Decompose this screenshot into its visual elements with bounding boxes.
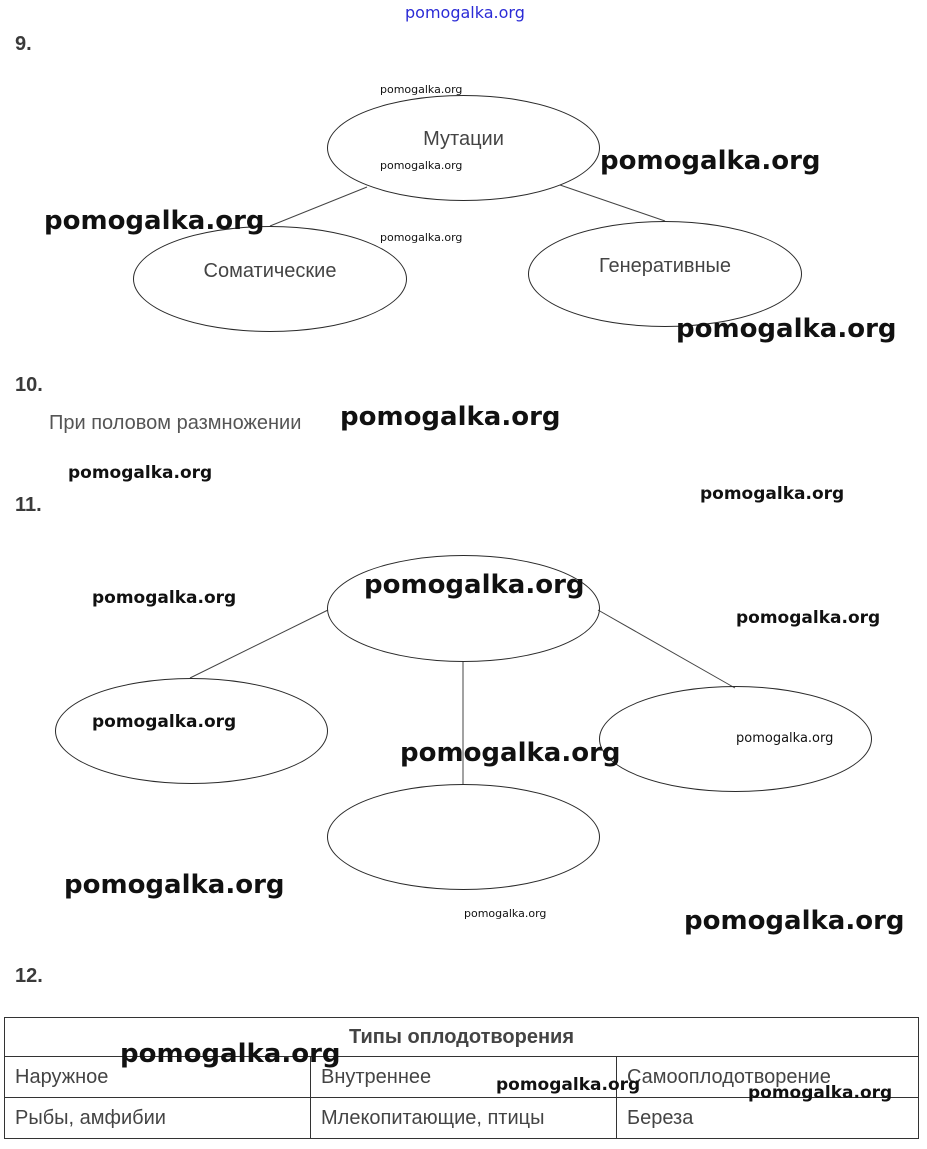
watermark[interactable]: pomogalka.org: [748, 1083, 893, 1103]
watermark[interactable]: pomogalka.org: [92, 712, 237, 732]
watermark[interactable]: pomogalka.org: [684, 906, 905, 936]
q9-node-mutations: [327, 95, 600, 201]
q9-node-somatic: [133, 226, 407, 332]
watermark[interactable]: pomogalka.org: [736, 731, 834, 746]
watermark[interactable]: pomogalka.org: [676, 314, 897, 344]
table-cell-internal: Внутреннее: [311, 1057, 617, 1098]
watermark-top[interactable]: pomogalka.org: [405, 3, 525, 22]
watermark[interactable]: pomogalka.org: [340, 402, 561, 432]
watermark[interactable]: pomogalka.org: [380, 159, 463, 172]
table-cell-external-example: Рыбы, амфибии: [5, 1098, 311, 1139]
q9-node-generative-label: Генеративные: [598, 254, 732, 277]
q9-node-generative: [528, 221, 802, 327]
q11-line-right: [598, 610, 735, 688]
watermark[interactable]: pomogalka.org: [64, 870, 285, 900]
watermark[interactable]: pomogalka.org: [496, 1075, 641, 1095]
watermark[interactable]: pomogalka.org: [68, 463, 213, 483]
q10-sentence: При половом размножении: [49, 412, 302, 434]
table-row: [5, 1098, 919, 1139]
table-title: Типы оплодотворения: [5, 1018, 919, 1057]
q9-line-left: [270, 187, 367, 226]
watermark[interactable]: pomogalka.org: [380, 231, 463, 244]
watermark[interactable]: pomogalka.org: [736, 608, 881, 628]
table-cell-internal-example: Млекопитающие, птицы: [311, 1098, 617, 1139]
q9-line-right: [560, 185, 665, 221]
watermark[interactable]: pomogalka.org: [380, 83, 463, 96]
fertilization-table: [4, 1017, 919, 1139]
watermark[interactable]: pomogalka.org: [120, 1039, 341, 1069]
question-10-number: 10.: [15, 374, 43, 396]
watermark[interactable]: pomogalka.org: [400, 738, 621, 768]
watermark[interactable]: pomogalka.org: [700, 484, 845, 504]
watermark[interactable]: pomogalka.org: [600, 146, 821, 176]
table-cell-self: Самооплодотворение: [617, 1057, 919, 1098]
watermark[interactable]: pomogalka.org: [464, 907, 547, 920]
question-12-number: 12.: [15, 965, 43, 987]
watermark[interactable]: pomogalka.org: [364, 570, 585, 600]
q9-node-somatic-label: Соматические: [203, 259, 337, 282]
watermark[interactable]: pomogalka.org: [92, 588, 237, 608]
watermark[interactable]: pomogalka.org: [44, 206, 265, 236]
question-11-number: 11.: [15, 494, 42, 516]
q11-node-bottom: [327, 784, 600, 890]
table-cell-self-example: Береза: [617, 1098, 919, 1139]
question-9-number: 9.: [15, 33, 32, 55]
q9-node-mutations-label: Мутации: [423, 127, 504, 150]
table-cell-external: Наружное: [5, 1057, 311, 1098]
q11-line-left: [190, 610, 328, 678]
